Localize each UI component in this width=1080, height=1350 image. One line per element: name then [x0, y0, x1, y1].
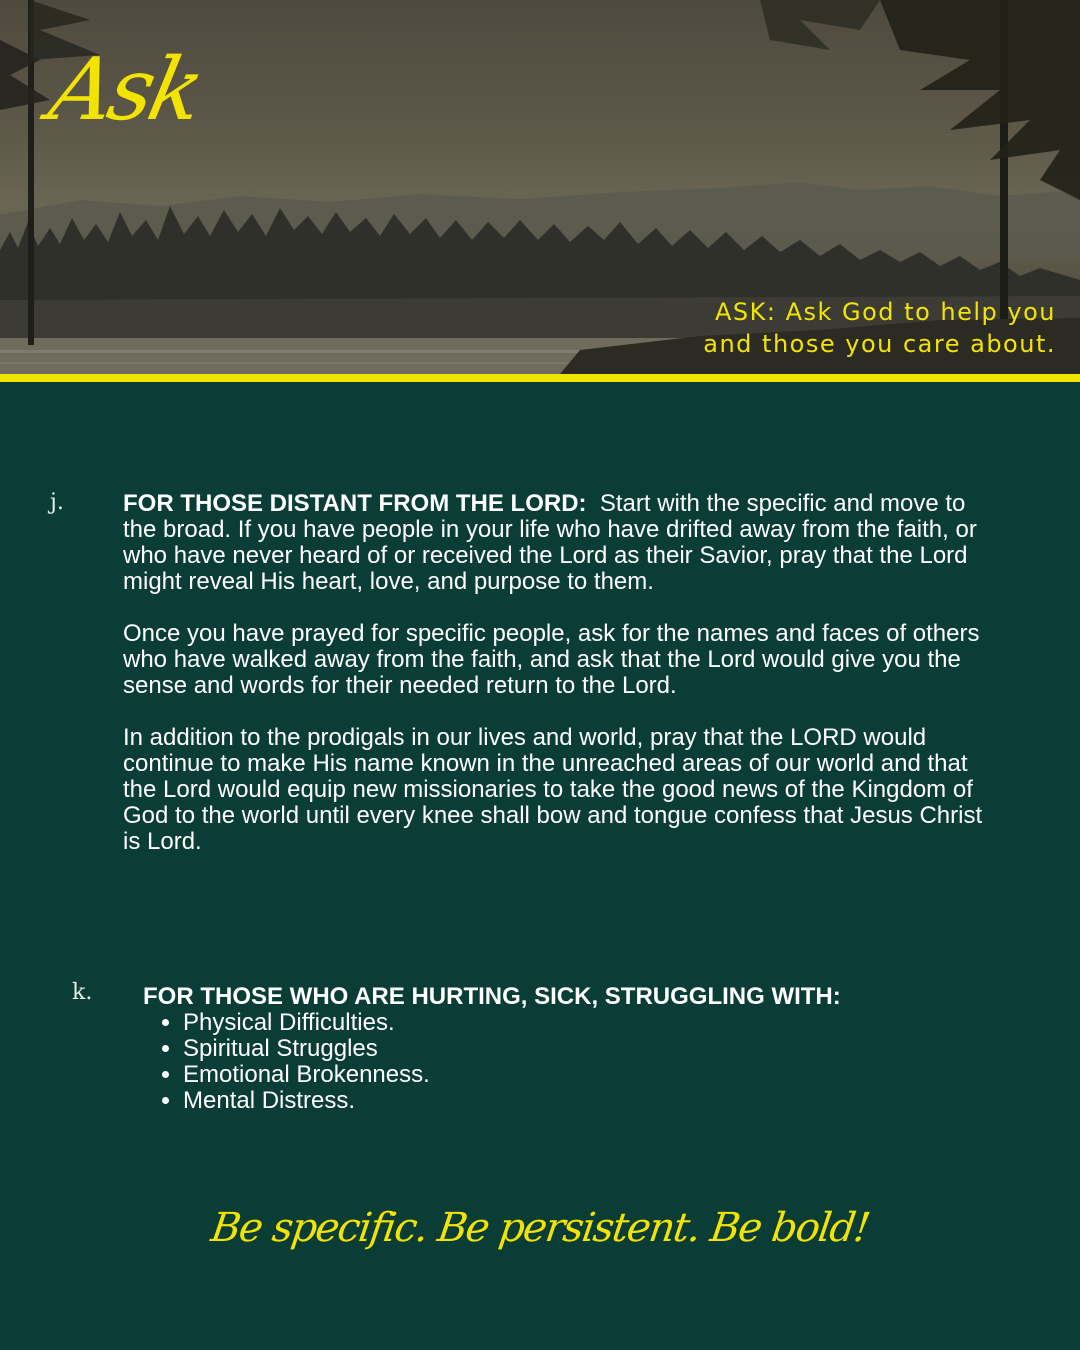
- section-j-paragraph-1: [123, 491, 998, 595]
- section-j-paragraph-2: Once you have prayed for specific people, ask for the names and faces of others who have walked away from the faith, and ask that the Lord would give you the sense and words for their needed return to the Lord.: [123, 620, 980, 699]
- list-item: • Emotional Brokenness.: [183, 1062, 1003, 1088]
- section-j-heading: FOR THOSE DISTANT FROM THE LORD:: [123, 490, 587, 517]
- tagline-line-1: ASK: Ask God to help you: [714, 298, 1056, 326]
- section-k: [143, 984, 1003, 1114]
- section-j-text-1: Start with the specific and move to the broad. If you have people in your life who have drifted away from the faith, or who have never heard of or received the Lord as their Savior, pray that the Lord might reveal His heart, love, and purpose to them.: [123, 490, 977, 595]
- list-item: • Spiritual Struggles: [183, 1036, 1003, 1062]
- closing-slogan: Be specific. Be persistent. Be bold!: [208, 1205, 872, 1251]
- section-k-heading: FOR THOSE WHO ARE HURTING, SICK, STRUGGLING WITH:: [143, 983, 841, 1010]
- header-landscape-image: [0, 0, 1080, 374]
- section-j-paragraph-3: In addition to the prodigals in our lives and world, pray that the LORD would continue to make His name known in the unreached areas of our world and that the Lord would equip new missionaries to take the good news of the Kingdom of God to the world until every knee shall bow and tongue confess that Jesus Christ is Lord.: [123, 724, 983, 855]
- section-k-list: [143, 1010, 1003, 1114]
- section-j-marker: j.: [50, 490, 64, 515]
- header-tagline: [703, 296, 1056, 360]
- list-item: • Mental Distress.: [183, 1088, 1003, 1114]
- header-divider: [0, 374, 1080, 382]
- section-k-marker: k.: [72, 980, 93, 1005]
- section-j: [123, 491, 998, 881]
- ask-script-title: Ask: [41, 40, 209, 140]
- list-item: • Physical Difficulties.: [183, 1010, 1003, 1036]
- tagline-line-2: and those you care about.: [703, 330, 1056, 358]
